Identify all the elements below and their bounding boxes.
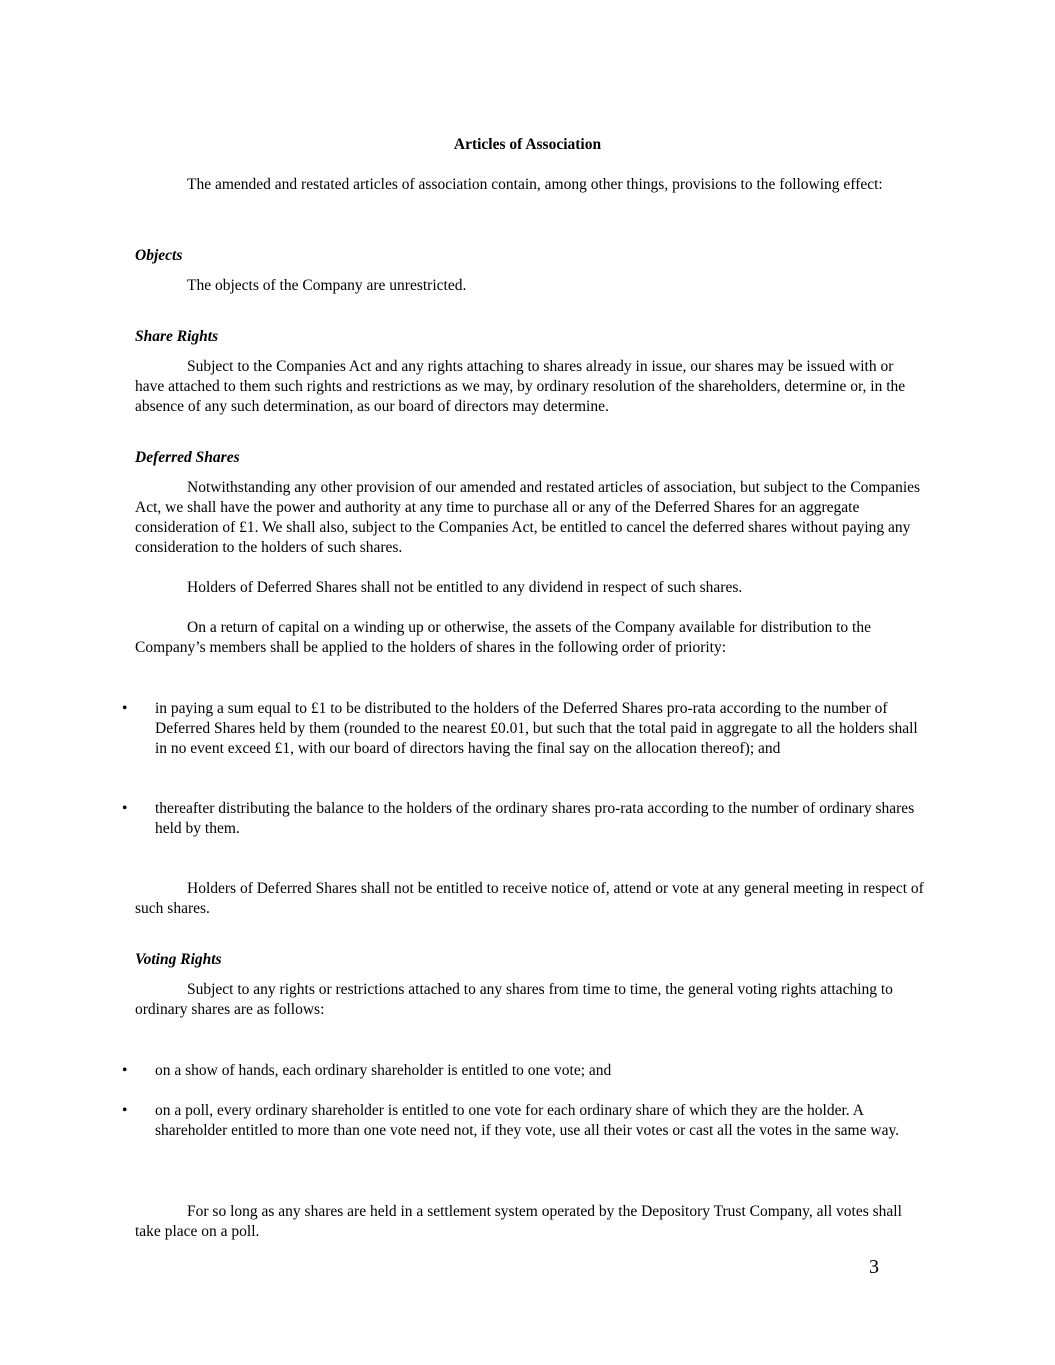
list-item [122,1101,922,1141]
objects-paragraph: The objects of the Company are unrestricted. [187,277,467,294]
share-rights-paragraph: Subject to the Companies Act and any rights attaching to shares already in issue, our shares may be issued with or have attached to them such rights and restrictions as we may, by ordinary resolution of the shareholders, determine or, in the absence of any such determination, as our board of directors may determine. [135,358,906,415]
intro-paragraph: The amended and restated articles of association contain, among other things, provisions to the following effect: [187,176,883,193]
list-item-text: on a show of hands, each ordinary shareholder is entitled to one vote; and [155,1062,612,1079]
page-number: 3 [869,1256,879,1278]
objects-heading: Objects [135,247,183,264]
deferred-shares-paragraph-1: Notwithstanding any other provision of our amended and restated articles of association, but subject to the Companies Act, we shall have the power and authority at any time to purchase all or any of the Deferred Shares for an aggregate consideration of £1. We shall also, subject to the Companies Act, be entitled to cancel the deferred shares without paying any consideration to the holders of such shares. [135,479,921,556]
list-item [122,699,922,759]
deferred-shares-heading: Deferred Shares [135,449,240,466]
page-title: Articles of Association [453,136,602,153]
share-rights-heading: Share Rights [135,328,219,345]
bullet-icon: • [122,800,128,817]
list-item-text: in paying a sum equal to £1 to be distributed to the holders of the Deferred Shares pro-rata according to the number of Deferred Shares held by them (rounded to the nearest £0.01, but such that the total paid in aggregate to all the holders shall in no event exceed £1, with our board of directors having the final say on the allocation thereof); and [155,700,918,757]
voting-rights-paragraph-1: Subject to any rights or restrictions attached to any shares from time to time, the general voting rights attaching to ordinary shares are as follows: [135,981,893,1018]
bullet-icon: • [122,1102,128,1119]
deferred-shares-paragraph-3: On a return of capital on a winding up or otherwise, the assets of the Company available for distribution to the Company’s members shall be applied to the holders of shares in the following order of priority: [135,619,871,656]
list-item [122,1061,922,1081]
list-item-text: on a poll, every ordinary shareholder is entitled to one vote for each ordinary share of which they are the holder. A shareholder entitled to more than one vote need not, if they vote, use all their votes or cast all the votes in the same way. [155,1102,900,1139]
voting-rights-heading: Voting Rights [135,951,222,968]
list-item-text: thereafter distributing the balance to the holders of the ordinary shares pro-rata according to the number of ordinary shares held by them. [155,800,915,837]
deferred-shares-paragraph-4: Holders of Deferred Shares shall not be entitled to receive notice of, attend or vote at any general meeting in respect of such shares. [135,880,924,917]
bullet-icon: • [122,700,128,717]
deferred-shares-paragraph-2: Holders of Deferred Shares shall not be entitled to any dividend in respect of such shares. [187,579,743,596]
bullet-icon: • [122,1062,128,1079]
voting-rights-paragraph-2: For so long as any shares are held in a settlement system operated by the Depository Trust Company, all votes shall take place on a poll. [135,1203,902,1240]
list-item [122,799,922,839]
